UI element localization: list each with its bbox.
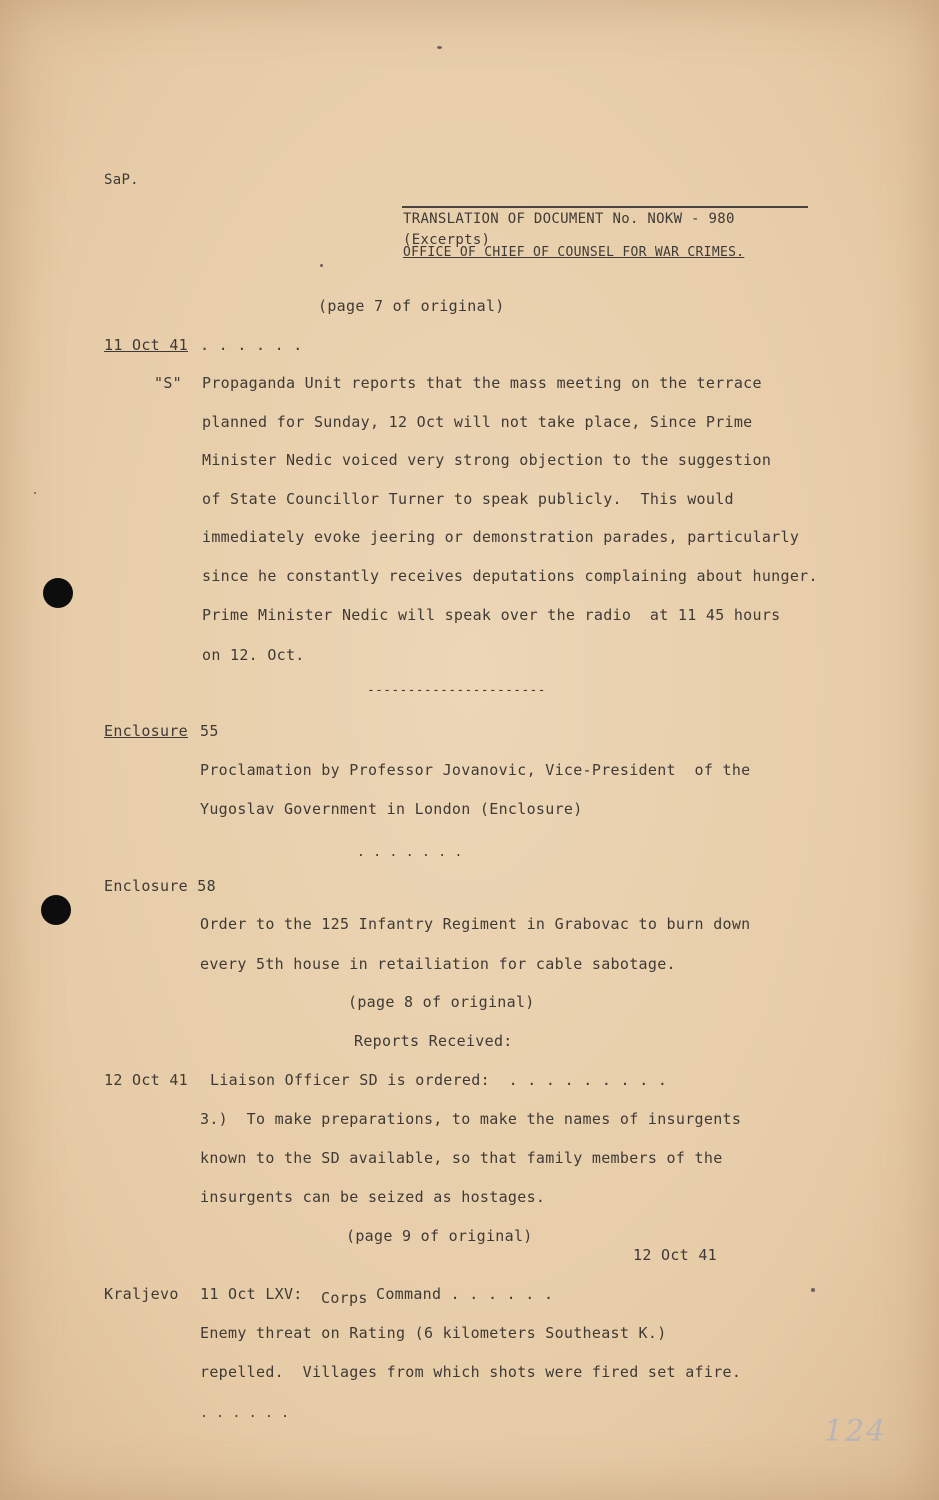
page-9-marker: (page 9 of original) [346, 1227, 533, 1245]
page-9-date: 12 Oct 41 [633, 1246, 717, 1264]
body-line: planned for Sunday, 12 Oct will not take place, Since Prime [202, 413, 753, 431]
body-line: Prime Minister Nedic will speak over the radio at 11 45 hours [202, 606, 781, 624]
body-line: repelled. Villages from which shots were fired set afire. [200, 1363, 742, 1381]
document-title: TRANSLATION OF DOCUMENT No. NOKW - 980 [403, 211, 735, 227]
body-line: since he constantly receives deputations complaining about hunger. [202, 567, 818, 585]
handwritten-page-number: 124 [824, 1414, 888, 1449]
body-line: Enemy threat on Rating (6 kilometers Southeast K.) [200, 1324, 667, 1342]
enclosure-55-label: Enclosure [104, 722, 188, 740]
paper-speck [34, 492, 36, 494]
s-tag: "S" [154, 374, 182, 392]
body-line: Yugoslav Government in London (Enclosure) [200, 800, 583, 818]
punch-hole-lower [41, 895, 71, 925]
body-line: Proclamation by Professor Jovanovic, Vice-President of the [200, 761, 751, 779]
entry-date-12-oct: 12 Oct 41 [104, 1071, 188, 1089]
body-line: insurgents can be seized as hostages. [200, 1188, 546, 1206]
body-line: on 12. Oct. [202, 646, 305, 664]
kraljevo-heading-corps: Corps [321, 1289, 368, 1307]
body-line: Order to the 125 Infantry Regiment in Grabovac to burn down [200, 915, 751, 933]
entry-date-11-oct: 11 Oct 41 [104, 336, 188, 354]
initials: SaP. [104, 172, 139, 188]
enclosure-58-label: Enclosure 58 [104, 877, 216, 895]
paper-speck [811, 1288, 815, 1292]
enclosure-55-number: 55 [200, 722, 219, 740]
paper-speck [437, 46, 442, 49]
entry-heading: Liaison Officer SD is ordered: . . . . . . . . . [210, 1071, 668, 1089]
page-7-marker: (page 7 of original) [318, 297, 505, 315]
body-line: immediately evoke jeering or demonstration parades, particularly [202, 528, 800, 546]
excerpts-note: (Excerpts) [403, 232, 491, 248]
omission-dots: . . . . . . [200, 1406, 290, 1421]
body-line: every 5th house in retailiation for cable sabotage. [200, 955, 676, 973]
body-line: 3.) To make preparations, to make the names of insurgents [200, 1110, 742, 1128]
punch-hole-upper [43, 578, 73, 608]
body-line: known to the SD available, so that family members of the [200, 1149, 723, 1167]
entry-ellipsis: . . . . . . [200, 336, 303, 354]
place-name: Kraljevo [104, 1285, 179, 1303]
header-top-rule [402, 206, 808, 208]
page-8-marker: (page 8 of original) [348, 993, 535, 1011]
section-divider: ---------------------- [367, 683, 546, 698]
body-line: of State Councillor Turner to speak publicly. This would [202, 490, 734, 508]
kraljevo-heading-rest: Command . . . . . . [376, 1285, 554, 1303]
paper-speck [320, 264, 323, 267]
body-line: Minister Nedic voiced very strong objection to the suggestion [202, 451, 772, 469]
kraljevo-heading-prefix: 11 Oct LXV: [200, 1285, 303, 1303]
omission-dots: . . . . . . . [357, 845, 463, 860]
office-line: OFFICE OF CHIEF OF COUNSEL FOR WAR CRIMES. [403, 245, 745, 260]
body-line: Propaganda Unit reports that the mass meeting on the terrace [202, 374, 762, 392]
reports-received: Reports Received: [354, 1032, 513, 1050]
